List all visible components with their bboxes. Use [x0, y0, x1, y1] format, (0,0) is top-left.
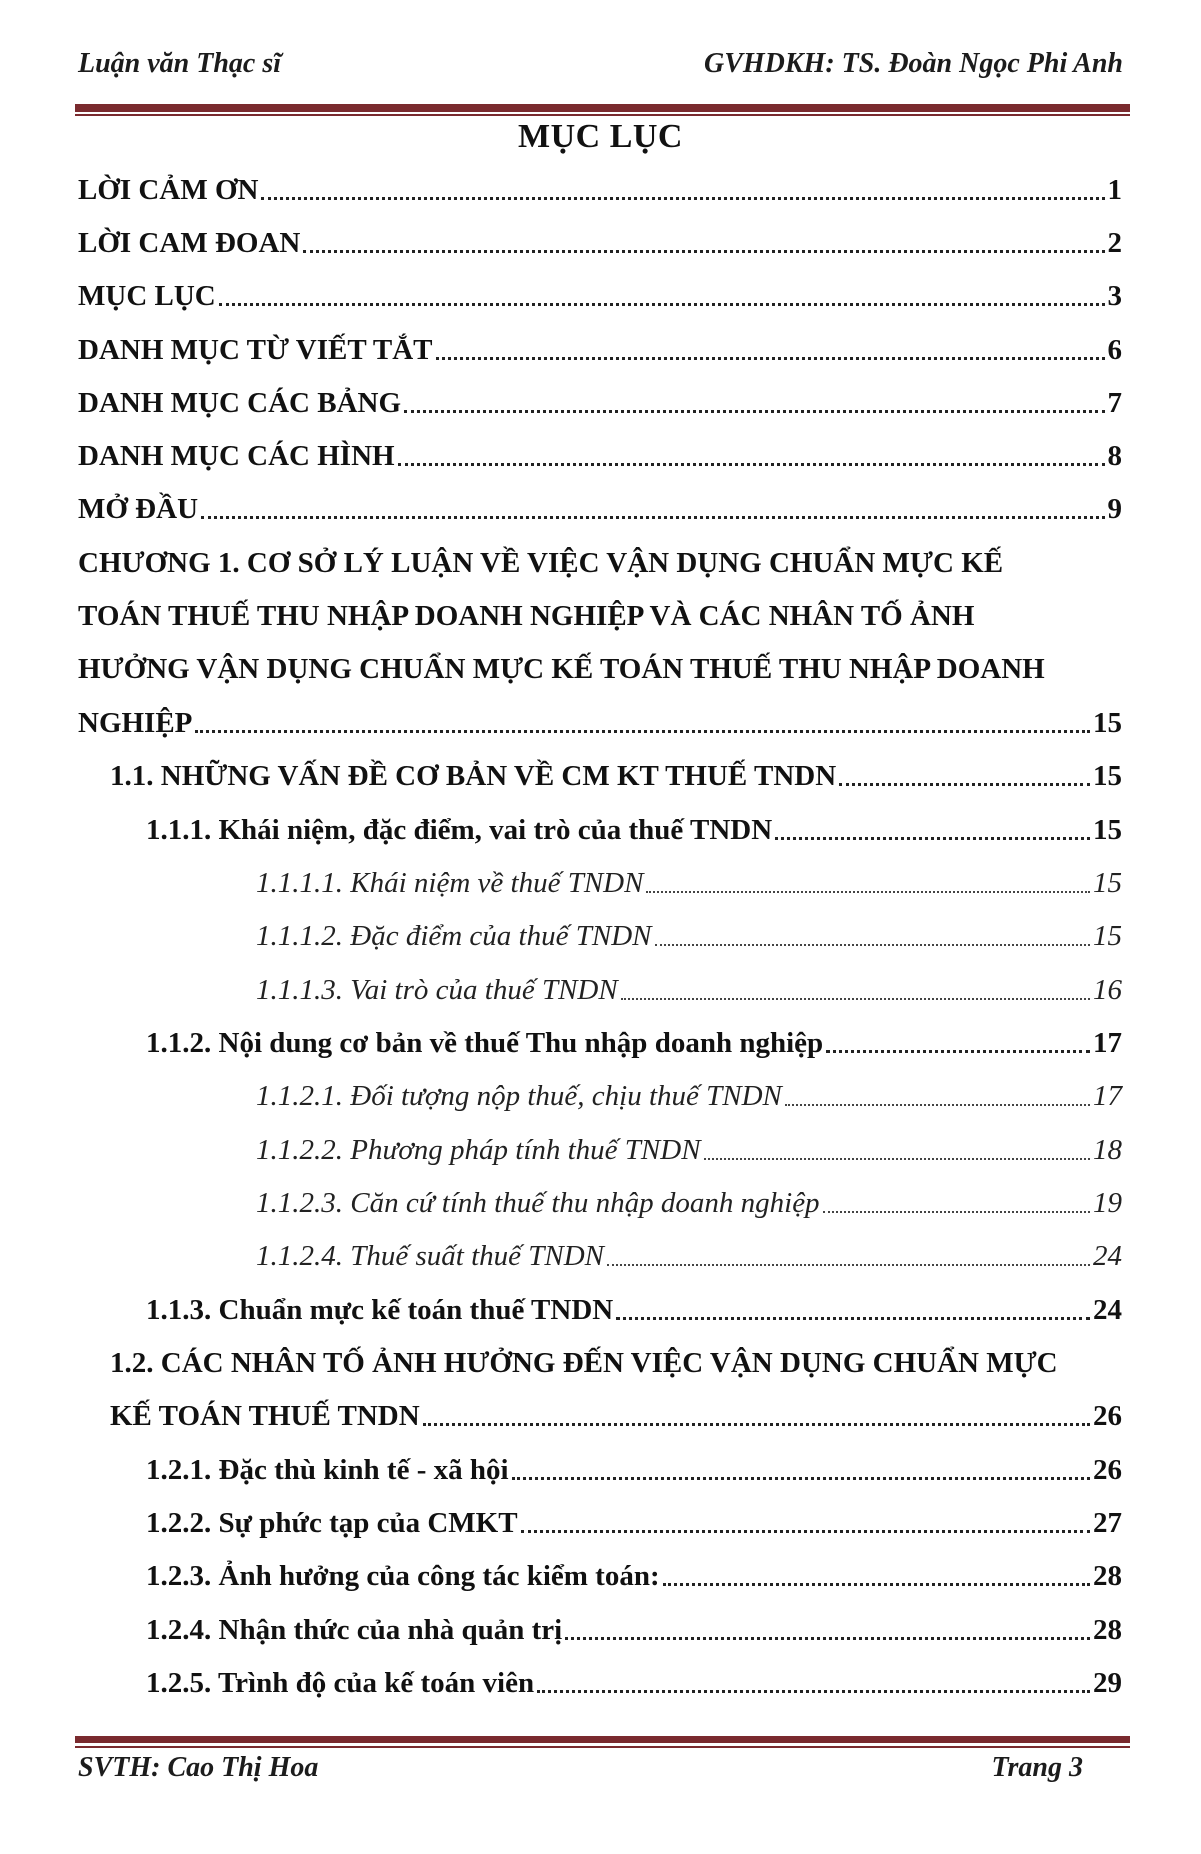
toc-entry-page: 1: [1107, 174, 1122, 206]
toc-entry-label: DANH MỤC CÁC HÌNH: [78, 440, 395, 472]
toc-entry-page: 17: [1093, 1027, 1122, 1059]
toc-leader: [404, 410, 1104, 413]
toc-entry-label: 1.1.2.3. Căn cứ tính thuế thu nhập doanh nghiệp: [256, 1187, 820, 1219]
toc-leader: [261, 197, 1104, 200]
toc-entry-label: DANH MỤC TỪ VIẾT TẮT: [78, 334, 433, 366]
toc-leader: [423, 1423, 1090, 1426]
header-advisor: GVHDKH: TS. Đoàn Ngọc Phi Anh: [703, 48, 1123, 79]
toc-entry-label: 1.1. NHỮNG VẤN ĐỀ CƠ BẢN VỀ CM KT THUẾ TNDN: [110, 760, 837, 792]
toc-entry[interactable]: [146, 1450, 1122, 1490]
toc-entry-label: 1.1.1.2. Đặc điểm của thuế TNDN: [256, 920, 652, 952]
toc-entry-page: 15: [1093, 707, 1122, 739]
toc-entry-label: DANH MỤC CÁC BẢNG: [78, 387, 402, 419]
toc-entry-page: 28: [1093, 1560, 1122, 1592]
toc-entry-label: MỞ ĐẦU: [78, 493, 199, 525]
toc-chapter-line[interactable]: CHƯƠNG 1. CƠ SỞ LÝ LUẬN VỀ VIỆC VẬN DỤNG CHUẨN MỰC KẾ: [78, 547, 1004, 579]
toc-entry-page: 15: [1093, 814, 1122, 846]
toc-entry[interactable]: [110, 756, 1122, 796]
toc-leader: [303, 250, 1104, 253]
toc-section-line[interactable]: 1.2. CÁC NHÂN TỐ ẢNH HƯỞNG ĐẾN VIỆC VẬN DỤNG CHUẨN MỰC: [110, 1347, 1058, 1379]
toc-entry-label: 1.1.1.3. Vai trò của thuế TNDN: [256, 974, 618, 1006]
toc-entry[interactable]: [78, 223, 1122, 263]
toc-entry-label: NGHIỆP: [78, 707, 193, 739]
toc-leader: [398, 463, 1105, 466]
toc-leader: [537, 1690, 1090, 1693]
toc-entry[interactable]: [78, 330, 1122, 370]
header-rule: [75, 104, 1130, 112]
toc-leader: [219, 303, 1105, 306]
toc-entry-label: LỜI CẢM ƠN: [78, 174, 259, 206]
toc-entry[interactable]: [256, 970, 1122, 1010]
page-header: [78, 48, 1123, 88]
toc-entry[interactable]: [78, 703, 1122, 743]
footer-page-number: Trang 3: [991, 1752, 1083, 1783]
toc-entry[interactable]: [146, 1290, 1122, 1330]
toc-entry[interactable]: [146, 1663, 1122, 1703]
toc-title: MỤC LỤC: [518, 118, 683, 155]
toc-leader: [655, 944, 1091, 946]
toc-entry[interactable]: [78, 436, 1122, 476]
toc-entry-page: 17: [1093, 1080, 1122, 1112]
toc-entry-page: 8: [1107, 440, 1122, 472]
header-thesis-label: Luận văn Thạc sĩ: [78, 48, 282, 79]
toc-entry[interactable]: [256, 1076, 1122, 1116]
toc-entry[interactable]: [78, 276, 1122, 316]
toc-entry-page: 15: [1093, 760, 1122, 792]
toc-entry-label: 1.2.1. Đặc thù kinh tế - xã hội: [146, 1454, 509, 1486]
toc-entry-page: 27: [1093, 1507, 1122, 1539]
toc-entry-label: 1.1.2. Nội dung cơ bản về thuế Thu nhập doanh nghiệp: [146, 1027, 824, 1059]
toc-entry-label: 1.2.2. Sự phức tạp của CMKT: [146, 1507, 518, 1539]
footer-rule: [75, 1736, 1130, 1743]
toc-leader: [521, 1530, 1090, 1533]
toc-leader: [607, 1264, 1090, 1266]
toc-entry-label: 1.1.1. Khái niệm, đặc điểm, vai trò của thuế TNDN: [146, 814, 773, 846]
toc-entry-label: KẾ TOÁN THUẾ TNDN: [110, 1400, 420, 1432]
toc-entry-label: 1.1.2.4. Thuế suất thuế TNDN: [256, 1240, 605, 1272]
toc-entry[interactable]: [146, 1503, 1122, 1543]
toc-entry-page: 26: [1093, 1400, 1122, 1432]
toc-leader: [621, 998, 1090, 1000]
toc-entry-label: 1.1.2.1. Đối tượng nộp thuế, chịu thuế TNDN: [256, 1080, 782, 1112]
toc-leader: [616, 1317, 1090, 1320]
toc-entry[interactable]: [256, 1130, 1122, 1170]
toc-leader: [565, 1637, 1090, 1640]
toc-leader: [663, 1583, 1090, 1586]
toc-entry[interactable]: [78, 383, 1122, 423]
toc-entry-label: LỜI CAM ĐOAN: [78, 227, 301, 259]
toc-entry[interactable]: [78, 170, 1122, 210]
toc-leader: [201, 516, 1104, 519]
toc-entry-label: 1.1.3. Chuẩn mực kế toán thuế TNDN: [146, 1294, 614, 1326]
toc-leader: [785, 1104, 1090, 1106]
toc-entry-page: 28: [1093, 1614, 1122, 1646]
toc-entry-label: 1.2.3. Ảnh hưởng của công tác kiểm toán:: [146, 1560, 660, 1592]
toc-entry-page: 18: [1093, 1134, 1122, 1166]
toc-entry[interactable]: [110, 1396, 1122, 1436]
toc-entry-page: 15: [1093, 867, 1122, 899]
toc-entry-page: 6: [1107, 334, 1122, 366]
toc-leader: [823, 1211, 1090, 1213]
toc-leader: [704, 1158, 1090, 1160]
toc-entry-page: 16: [1093, 974, 1122, 1006]
toc-entry[interactable]: [146, 1610, 1122, 1650]
footer-rule-thin: [75, 1746, 1130, 1748]
toc-entry-label: 1.1.2.2. Phương pháp tính thuế TNDN: [256, 1134, 701, 1166]
toc-entry[interactable]: [146, 1556, 1122, 1596]
toc-leader: [826, 1050, 1090, 1053]
toc-chapter-line[interactable]: HƯỞNG VẬN DỤNG CHUẨN MỰC KẾ TOÁN THUẾ THU NHẬP DOANH: [78, 653, 1045, 685]
toc-entry-page: 9: [1107, 493, 1122, 525]
toc-entry-label: MỤC LỤC: [78, 280, 216, 312]
toc-entry-page: 7: [1107, 387, 1122, 419]
toc-entry-page: 26: [1093, 1454, 1122, 1486]
toc-entry-page: 2: [1107, 227, 1122, 259]
toc-leader: [436, 357, 1105, 360]
toc-chapter-line[interactable]: TOÁN THUẾ THU NHẬP DOANH NGHIỆP VÀ CÁC NHÂN TỐ ẢNH: [78, 600, 975, 632]
toc-leader: [839, 783, 1090, 786]
toc-leader: [646, 891, 1090, 893]
toc-entry-label: 1.2.4. Nhận thức của nhà quản trị: [146, 1614, 563, 1646]
toc-entry[interactable]: [256, 916, 1122, 956]
toc-entry[interactable]: [146, 1023, 1122, 1063]
toc-entry[interactable]: [256, 1183, 1122, 1223]
toc-entry-page: 24: [1093, 1294, 1122, 1326]
footer-student: SVTH: Cao Thị Hoa: [78, 1752, 319, 1783]
toc-entry-page: 29: [1093, 1667, 1122, 1699]
toc-entry[interactable]: [146, 810, 1122, 850]
toc-entry-page: 24: [1093, 1240, 1122, 1272]
toc-leader: [195, 730, 1090, 733]
toc-entry-page: 15: [1093, 920, 1122, 952]
toc-entry-page: 3: [1107, 280, 1122, 312]
header-rule-thin: [75, 114, 1130, 116]
page-footer: [78, 1752, 1123, 1792]
toc-entry[interactable]: [256, 1236, 1122, 1276]
toc-leader: [512, 1477, 1090, 1480]
toc-leader: [775, 837, 1090, 840]
toc-entry-label: 1.2.5. Trình độ của kế toán viên: [146, 1667, 535, 1699]
toc-entry[interactable]: [78, 489, 1122, 529]
toc-entry[interactable]: [256, 863, 1122, 903]
toc-entry-label: 1.1.1.1. Khái niệm về thuế TNDN: [256, 867, 644, 899]
toc-entry-page: 19: [1093, 1187, 1122, 1219]
